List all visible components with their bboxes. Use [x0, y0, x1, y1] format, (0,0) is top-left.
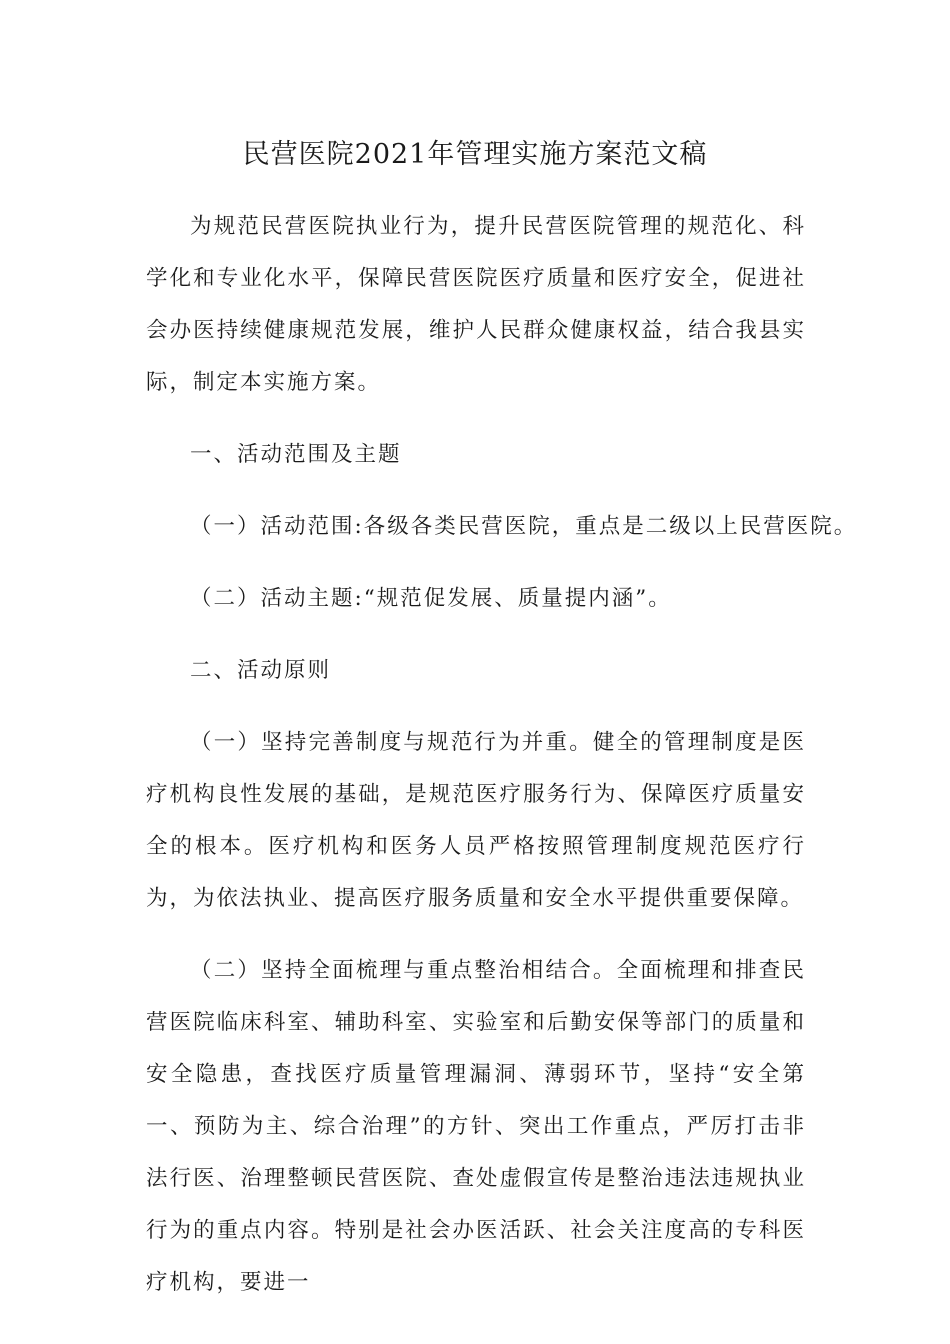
- intro-paragraph: 为规范民营医院执业行为，提升民营医院管理的规范化、科学化和专业化水平，保障民营医院医疗质量和医疗安全，促进社会办医持续健康规范发展，维护人民群众健康权益，结合我县实际，制定本实施方案。: [146, 214, 806, 395]
- section-heading-2: 二、活动原则: [190, 658, 332, 683]
- principle-paragraph-2: （二）坚持全面梳理与重点整治相结合。全面梳理和排查民营医院临床科室、辅助科室、实验室和后勤安保等部门的质量和安全隐患，查找医疗质量管理漏洞、薄弱环节，坚持“安全第一、预防为主、综合治理”的方针、突出工作重点，严厉打击非法行医、治理整顿民营医院、查处虚假宣传是整治违法违规执业行为的重点内容。特别是社会办医活跃、社会关注度高的专科医疗机构，要进一: [146, 958, 806, 1295]
- principle-paragraph-1: （一）坚持完善制度与规范行为并重。健全的管理制度是医疗机构良性发展的基础，是规范医疗服务行为、保障医疗质量安全的根本。医疗机构和医务人员严格按照管理制度规范医疗行为，为依法执业、提高医疗服务质量和安全水平提供重要保障。: [146, 730, 806, 911]
- document-title: 民营医院2021年管理实施方案范文稿: [242, 139, 708, 170]
- theme-paragraph: （二）活动主题:“规范促发展、质量提内涵”。: [190, 586, 672, 611]
- scope-paragraph: （一）活动范围:各级各类民营医院，重点是二级以上民营医院。: [190, 514, 858, 539]
- document-body: [146, 201, 858, 1309]
- section-heading-1: 一、活动范围及主题: [190, 442, 402, 467]
